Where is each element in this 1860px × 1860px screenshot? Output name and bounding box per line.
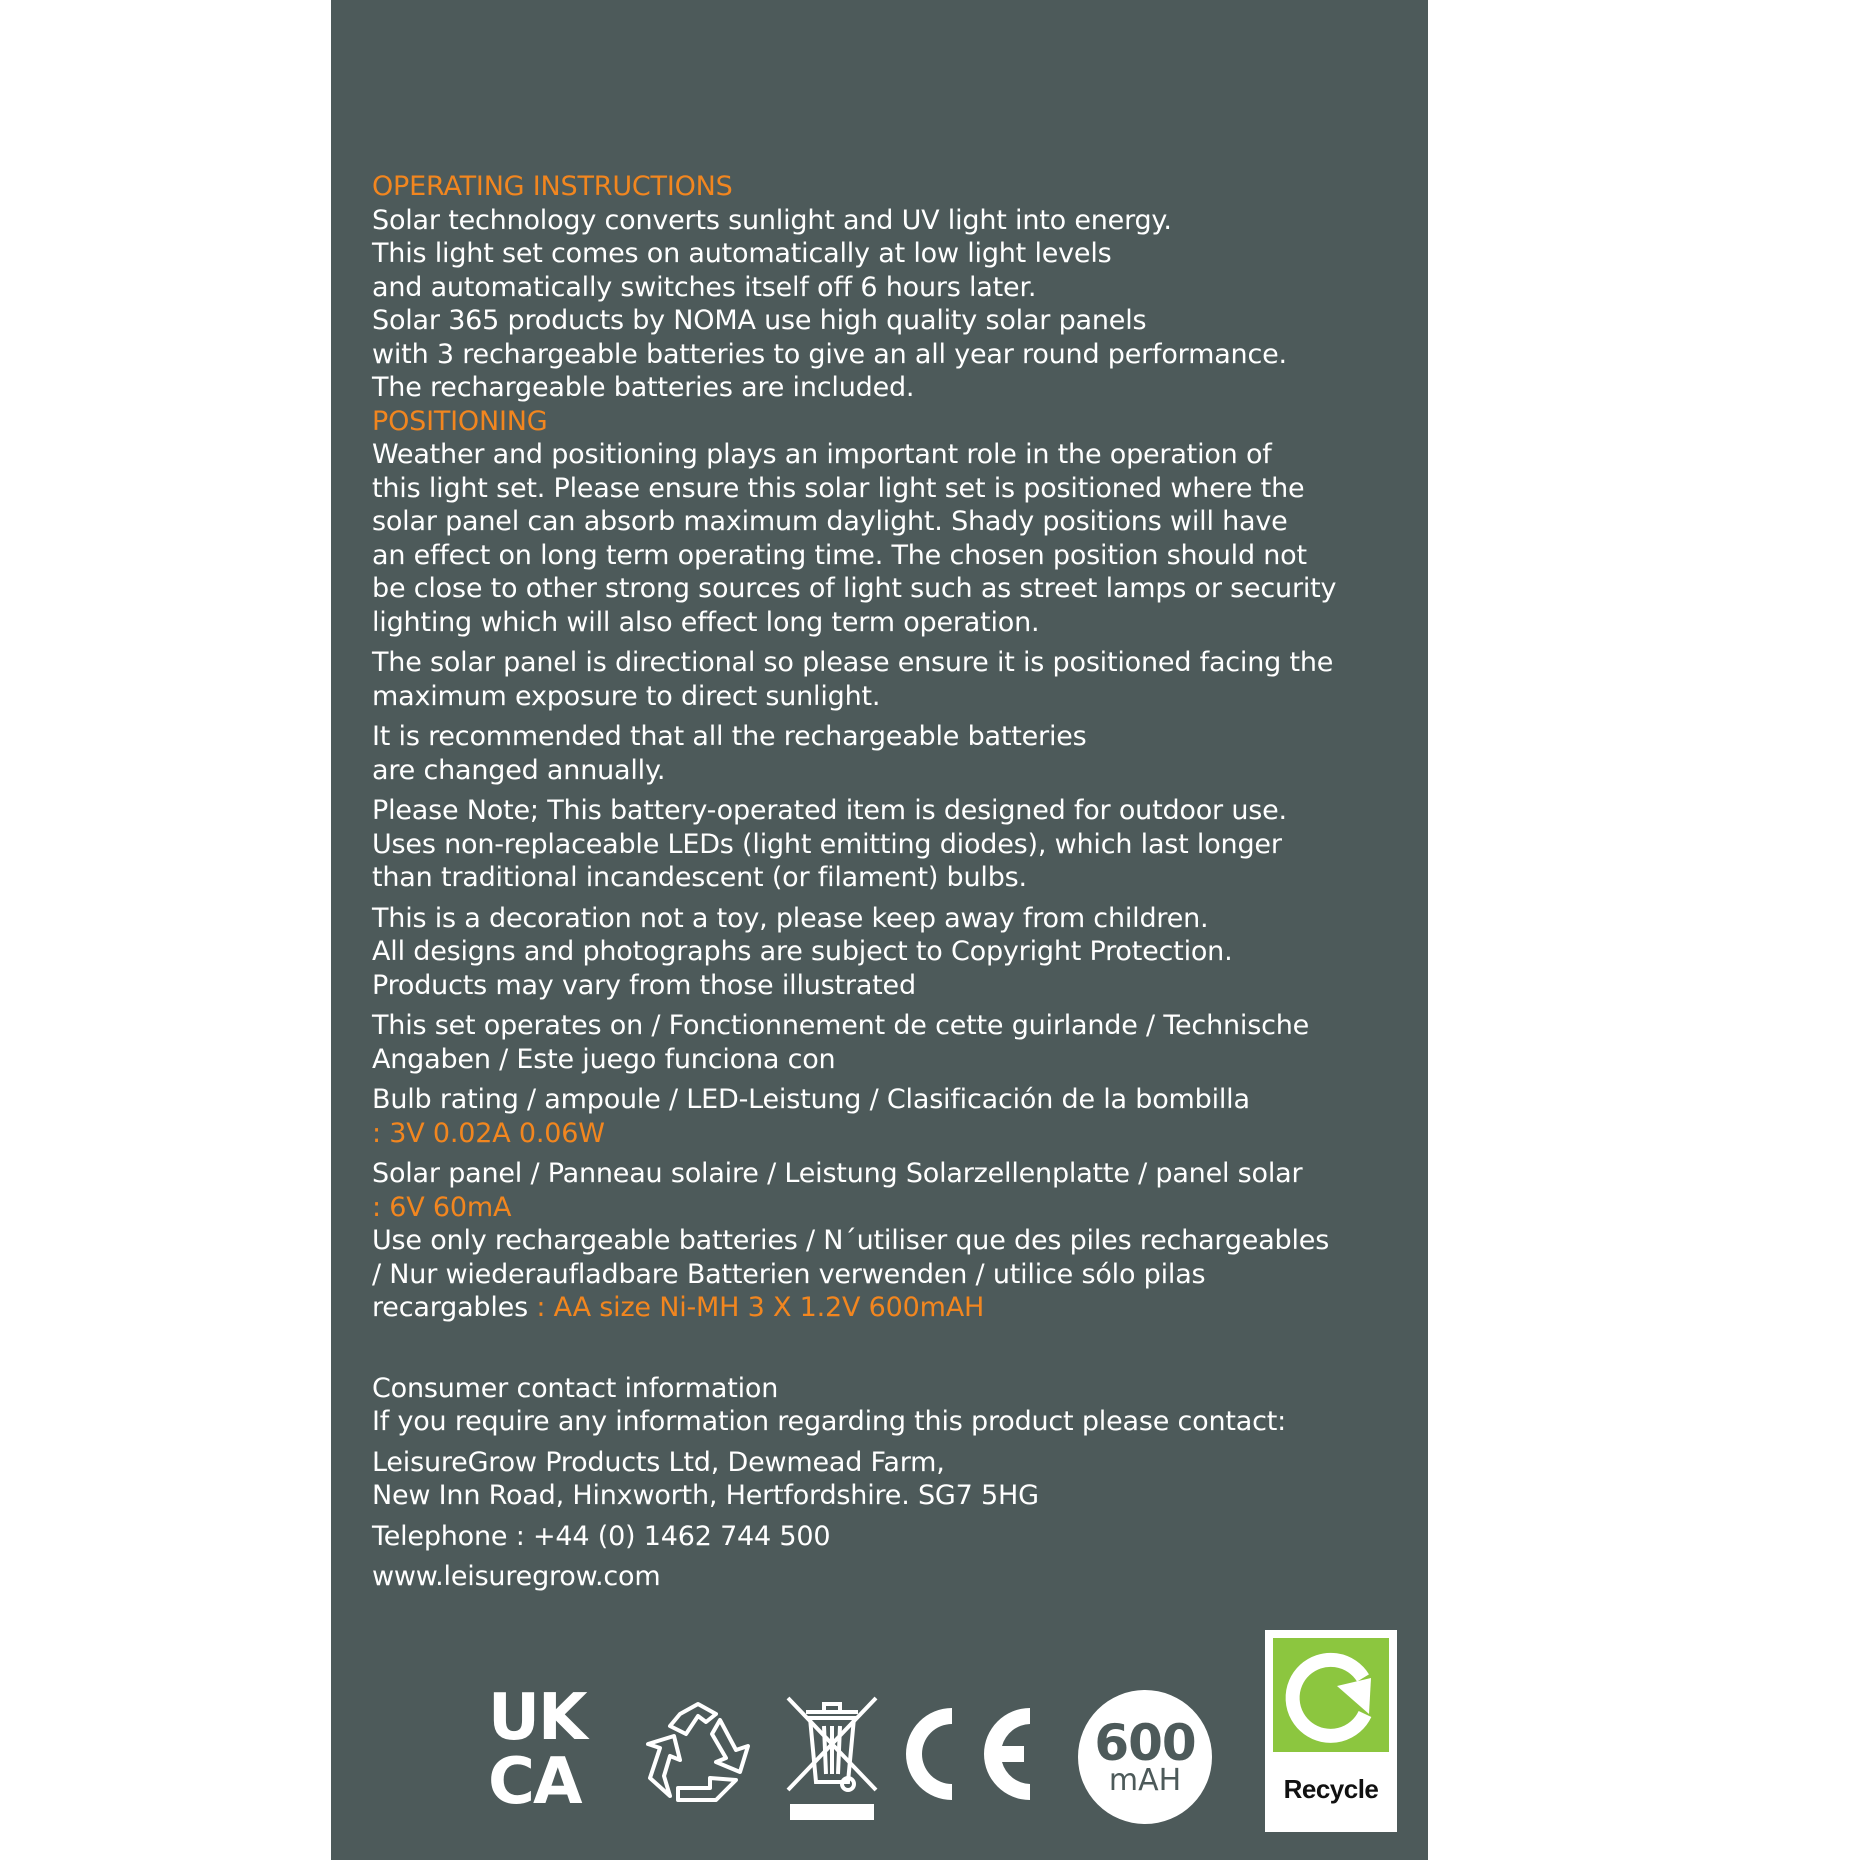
text-line: Angaben / Este juego funciona con	[372, 1043, 836, 1075]
battery-spec-label: recargables	[372, 1292, 528, 1323]
solar-panel-rating	[372, 1157, 1412, 1224]
text-line: It is recommended that all the rechargeable batteries	[372, 721, 1087, 752]
ukca-top-text: UK	[488, 1681, 586, 1755]
text-line: The rechargeable batteries are included.	[372, 372, 915, 403]
text-line: Please Note; This battery-operated item is designed for outdoor use.	[372, 795, 1287, 826]
text-line: lighting which will also effect long term operation.	[372, 606, 1040, 638]
specifications-section	[372, 1009, 1412, 1325]
text-line: Weather and positioning plays an important role in the operation of	[372, 439, 1272, 470]
capacity-number: 600	[1094, 1714, 1196, 1772]
text-line: be close to other strong sources of light such as street lamps or security	[372, 573, 1337, 604]
text-line: this light set. Please ensure this solar light set is positioned where the	[372, 472, 1305, 504]
text-line: solar panel can absorb maximum daylight. Shady positions will have	[372, 506, 1288, 537]
decoration-paragraph	[372, 902, 1412, 1003]
battery-spec-value: : AA size Ni-MH 3 X 1.2V 600mAH	[527, 1292, 985, 1323]
operating-instructions-heading: OPERATING INSTRUCTIONS	[372, 171, 733, 202]
text-line: Solar 365 products by NOMA use high quality solar panels	[372, 305, 1147, 336]
solar-panel-value: : 6V 60mA	[372, 1191, 512, 1223]
recycle-label: Recycle	[1283, 1774, 1379, 1804]
text-line: This is a decoration not a toy, please keep away from children.	[372, 902, 1209, 934]
battery-spec	[372, 1224, 1412, 1325]
directional-paragraph	[372, 646, 1412, 713]
website-link: www.leisuregrow.com	[372, 1561, 661, 1592]
text-line: Uses non-replaceable LEDs (light emitting diodes), which last longer	[372, 828, 1282, 860]
please-note-paragraph	[372, 794, 1412, 895]
solar-panel-label: Solar panel / Panneau solaire / Leistung Solarzellenplatte / panel solar	[372, 1158, 1303, 1189]
text-line: maximum exposure to direct sunlight.	[372, 680, 881, 712]
ukca-bottom-text: CA	[488, 1745, 581, 1819]
text-line: and automatically switches itself off 6 hours later.	[372, 271, 1037, 303]
contact-heading: Consumer contact information	[372, 1372, 779, 1404]
battery-spec-last-line	[372, 1291, 1412, 1325]
bulb-rating-label: Bulb rating / ampoule / LED-Leistung / Clasificación de la bombilla	[372, 1084, 1250, 1115]
positioning-heading: POSITIONING	[372, 405, 548, 437]
positioning-paragraph	[372, 438, 1412, 639]
contact-section	[372, 1372, 1412, 1594]
bulb-rating	[372, 1083, 1412, 1150]
text-line: with 3 rechargeable batteries to give an all year round performance.	[372, 338, 1287, 370]
text-line: Use only rechargeable batteries / N´utiliser que des piles rechargeables	[372, 1225, 1330, 1256]
text-line: This set operates on / Fonctionnement de cette guirlande / Technische	[372, 1010, 1310, 1041]
address-line: New Inn Road, Hinxworth, Hertfordshire. SG7 5HG	[372, 1480, 1039, 1511]
text-line: are changed annually.	[372, 754, 666, 786]
text-line: / Nur wiederaufladbare Batterien verwenden / utilice sólo pilas	[372, 1258, 1206, 1290]
address-line: LeisureGrow Products Ltd, Dewmead Farm,	[372, 1446, 945, 1478]
text-line: This light set comes on automatically at low light levels	[372, 238, 1112, 269]
text-line: Solar technology converts sunlight and UV light into energy.	[372, 204, 1172, 236]
bulb-rating-value: : 3V 0.02A 0.06W	[372, 1117, 605, 1149]
text-line: All designs and photographs are subject to Copyright Protection.	[372, 936, 1233, 967]
text-line: The solar panel is directional so please ensure it is positioned facing the	[372, 647, 1334, 678]
text-line: Products may vary from those illustrated	[372, 969, 916, 1001]
operates-on-paragraph	[372, 1009, 1412, 1076]
operating-instructions-section	[372, 170, 1412, 405]
battery-change-paragraph	[372, 720, 1412, 787]
instructions-content	[372, 170, 1412, 1594]
contact-intro: If you require any information regarding this product please contact:	[372, 1406, 1287, 1437]
capacity-unit: mAH	[1108, 1763, 1182, 1798]
text-line: an effect on long term operating time. The chosen position should not	[372, 539, 1307, 571]
positioning-section	[372, 405, 1412, 1003]
text-line: than traditional incandescent (or filament) bulbs.	[372, 862, 1027, 893]
telephone: Telephone : +44 (0) 1462 744 500	[372, 1520, 831, 1552]
